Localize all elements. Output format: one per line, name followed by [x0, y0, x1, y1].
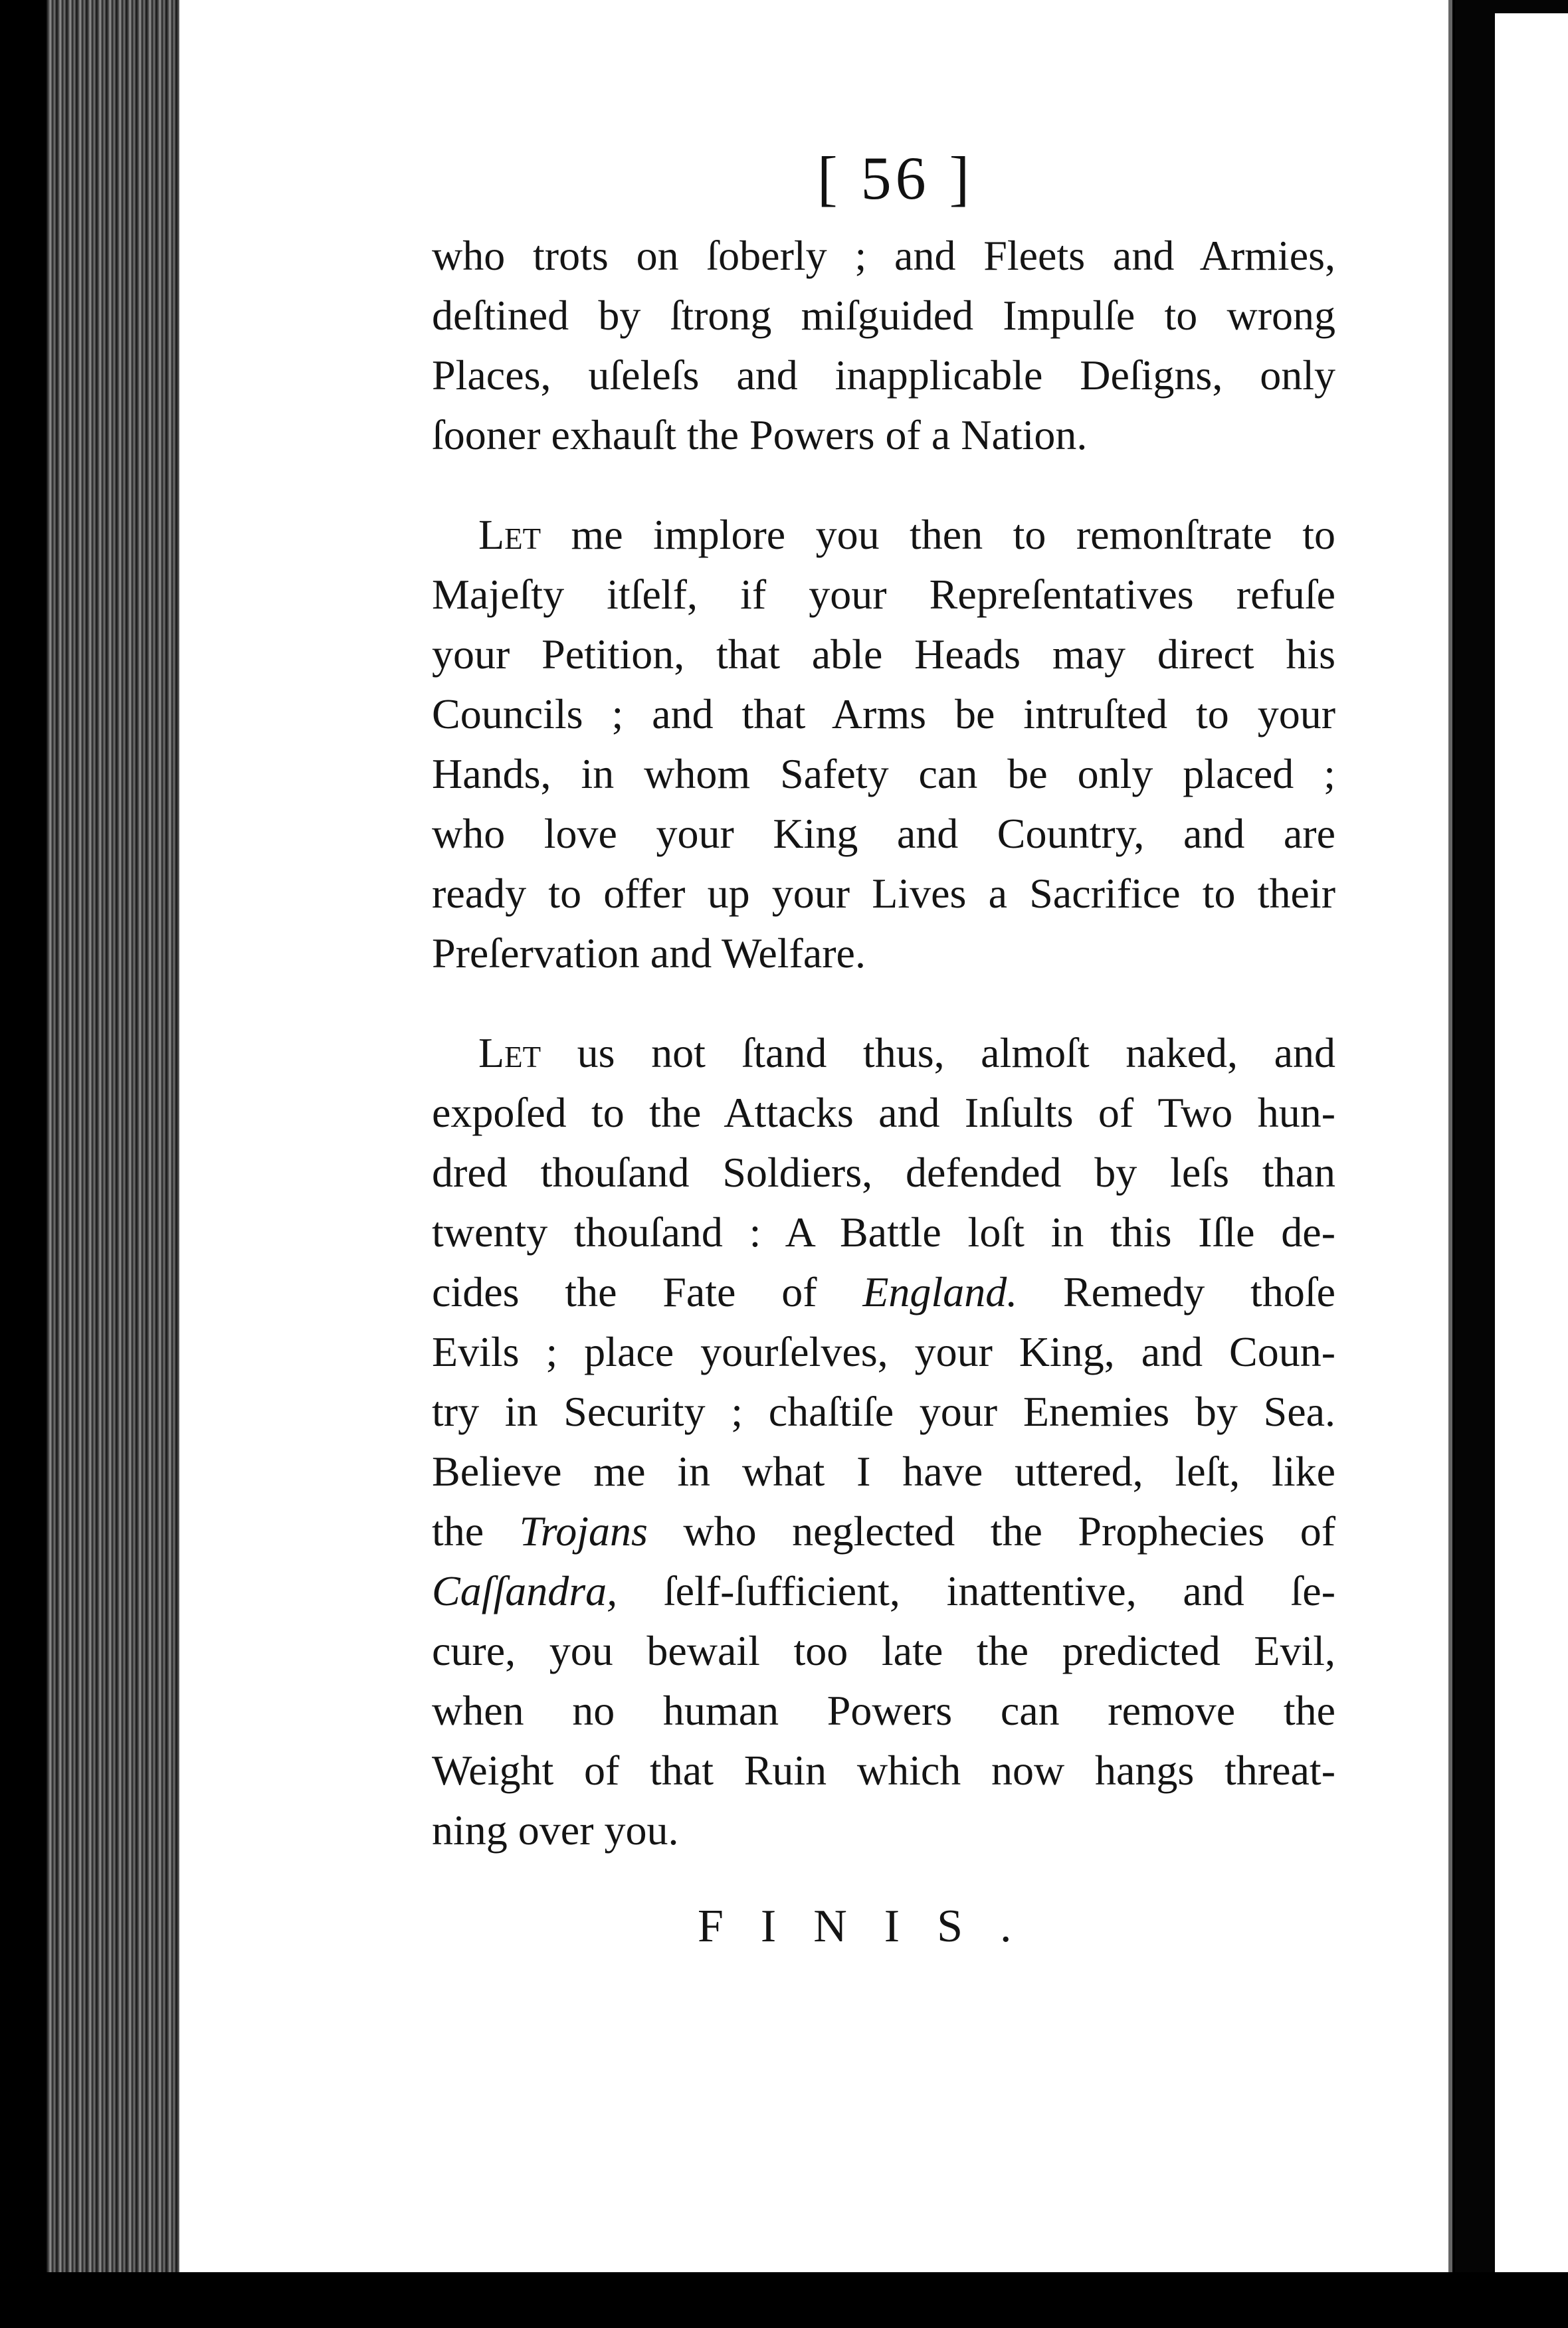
italic-name: Caſſandra,	[432, 1567, 618, 1614]
facing-page	[1495, 13, 1568, 2299]
text-line: Majeſty itſelf, if your Repreſentatives refuſe	[432, 571, 1335, 618]
text-line: deſtined by ſtrong miſguided Impulſe to wrong	[432, 292, 1335, 339]
text-line: Hands, in whom Safety can be only placed ;	[432, 750, 1335, 797]
text-line: dred thouſand Soldiers, defended by leſs than	[432, 1149, 1335, 1196]
text-line: your Petition, that able Heads may direct his	[432, 630, 1335, 678]
text-line	[432, 1561, 1335, 1621]
text-line: Evils ; place yourſelves, your King, and Coun-	[432, 1328, 1335, 1375]
text-line: Councils ; and that Arms be intruſted to your	[432, 690, 1335, 737]
book-page-edges	[47, 0, 186, 2272]
text-fragment: who neglected the Prophecies of	[647, 1507, 1335, 1555]
text-line: cure, you bewail too late the predicted Evil,	[432, 1627, 1335, 1674]
page-number: [ 56 ]	[817, 144, 974, 212]
text-line: Believe me in what I have uttered, leſt, like	[432, 1448, 1335, 1495]
scan-bottom-border	[0, 2272, 1568, 2328]
finis-heading: FINIS.	[698, 1901, 1049, 1952]
text-line: Places, uſeleſs and inapplicable Deſigns, only	[432, 351, 1335, 399]
text-fragment: the	[432, 1507, 520, 1555]
text-line: who trots on ſoberly ; and Fleets and Armies,	[432, 232, 1335, 279]
paragraph-gap	[432, 983, 1335, 1023]
body-text	[432, 226, 1335, 1860]
text-line: Weight of that Ruin which now hangs threat-	[432, 1747, 1335, 1794]
text-fragment: me implore you then to remonſtrate to	[541, 511, 1335, 558]
text-line: Preſervation and Welfare.	[432, 929, 866, 977]
text-fragment: us not ſtand thus, almoſt naked, and	[541, 1029, 1335, 1076]
paragraph-gap	[432, 465, 1335, 505]
text-line	[432, 1262, 1335, 1322]
lead-word: Let	[478, 511, 541, 558]
text-line	[432, 505, 1335, 565]
text-line: twenty thouſand : A Battle loſt in this Iſle de-	[432, 1209, 1335, 1256]
text-fragment: Remedy thoſe	[1017, 1268, 1335, 1315]
text-line	[432, 1502, 1335, 1561]
text-line: ning over you.	[432, 1806, 679, 1854]
text-line: expoſed to the Attacks and Inſults of Two hun-	[432, 1089, 1335, 1136]
text-line: ſooner exhauſt the Powers of a Nation.	[432, 411, 1088, 458]
lead-word: Let	[478, 1029, 541, 1076]
text-line: when no human Powers can remove the	[432, 1687, 1335, 1734]
text-line	[432, 1023, 1335, 1083]
text-fragment: ſelf-ſufficient, inattentive, and ſe-	[617, 1567, 1335, 1614]
text-line: try in Security ; chaſtiſe your Enemies by Sea.	[432, 1388, 1335, 1435]
text-line: who love your King and Country, and are	[432, 810, 1335, 857]
text-fragment: cides the Fate of	[432, 1268, 863, 1315]
text-line: ready to offer up your Lives a Sacrifice to their	[432, 870, 1335, 917]
italic-name: Trojans	[519, 1507, 648, 1555]
italic-place-name: England.	[862, 1268, 1018, 1315]
